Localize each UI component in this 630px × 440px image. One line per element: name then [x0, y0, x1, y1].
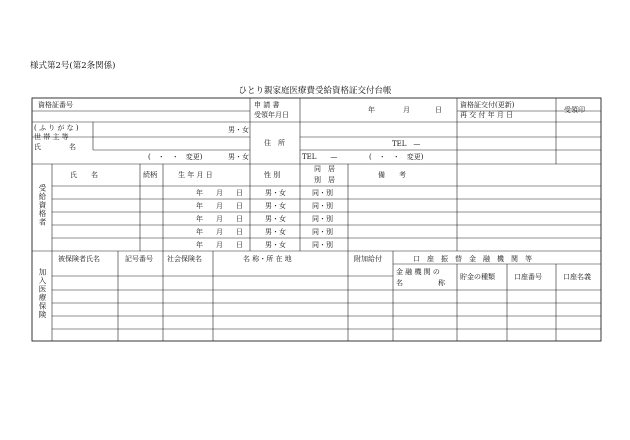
- row-3-month: 月: [216, 215, 223, 223]
- col-name-location-header: 名 称・所 在 地: [243, 255, 292, 263]
- row-1-month: 月: [216, 189, 223, 197]
- cert-number-label: 資格証番号: [38, 101, 73, 109]
- row-5-sex: 男・女: [265, 241, 286, 249]
- row-5-month: 月: [216, 241, 223, 249]
- row-3-sex: 男・女: [265, 215, 286, 223]
- row-1-year: 年: [196, 189, 203, 197]
- row-2-sex: 男・女: [265, 202, 286, 210]
- row-5-living: 同・別: [312, 241, 333, 249]
- col-symbol-header: 記号番号: [125, 255, 153, 263]
- col-bank-name-header-1: 金 融 機 関 の: [396, 268, 440, 276]
- col-relation-header: 続柄: [143, 171, 157, 179]
- issue-date-label-1: 資格証交付(更新): [460, 101, 515, 109]
- tel-change-label: ( ・ ・ 変更): [369, 153, 424, 161]
- row-4-sex: 男・女: [265, 228, 286, 236]
- row-3-living: 同・別: [312, 215, 333, 223]
- apply-date-label-1: 申 請 書: [254, 101, 280, 109]
- row-5-day: 日: [236, 241, 243, 249]
- tel-label: TEL —: [302, 153, 338, 161]
- row-4-living: 同・別: [312, 228, 333, 236]
- col-sex-header: 性 別: [264, 171, 281, 179]
- col-deposit-type-header: 貯金の種類: [460, 273, 495, 281]
- address-label: 住 所: [264, 139, 285, 147]
- col-birthdate-header: 生 年 月 日: [178, 171, 213, 179]
- col-additional-header: 附加給付: [354, 255, 382, 263]
- row-5-year: 年: [196, 241, 203, 249]
- col-account-transfer-header: 口 座 振 替 金 融 機 関 等: [413, 255, 532, 263]
- row-4-year: 年: [196, 228, 203, 236]
- row-1-sex: 男・女: [265, 189, 286, 197]
- col-insured-header: 被保険者氏名: [58, 255, 100, 263]
- col-account-number-header: 口座番号: [514, 273, 542, 281]
- row-4-day: 日: [236, 228, 243, 236]
- address-tel-label: TEL —: [392, 140, 421, 148]
- row-1-living: 同・別: [312, 189, 333, 197]
- col-bank-name-header-2: 名 称: [396, 279, 445, 287]
- qualified-persons-label: 受給資格者: [38, 184, 47, 227]
- row-1-day: 日: [236, 189, 243, 197]
- apply-day-label: 日: [435, 106, 442, 114]
- issue-date-label-2: 再 交 付 年 月 日: [460, 111, 514, 119]
- row-3-year: 年: [196, 215, 203, 223]
- row-3-day: 日: [236, 215, 243, 223]
- col-name-header: 氏 名: [70, 171, 98, 179]
- row-4-month: 月: [216, 228, 223, 236]
- row-2-living: 同・別: [312, 202, 333, 210]
- apply-month-label: 月: [403, 106, 410, 114]
- col-remarks-header: 備 考: [378, 171, 406, 179]
- head-change-label: ( ・ ・ 変更): [148, 153, 203, 161]
- form-label: 様式第2号(第2条関係): [30, 61, 116, 71]
- row-2-month: 月: [216, 202, 223, 210]
- receipt-seal-label: 受領印: [564, 106, 585, 114]
- furigana-label: ( ふ り が な ): [34, 124, 79, 132]
- apply-year-label: 年: [368, 106, 375, 114]
- household-name-label: 氏 名: [34, 143, 76, 151]
- row-2-day: 日: [236, 202, 243, 210]
- col-social-header: 社会保険名: [167, 255, 202, 263]
- apply-date-label-2: 受領年月日: [254, 111, 289, 119]
- document-title: ひとり親家庭医療費受給資格証交付台帳: [238, 86, 392, 96]
- household-head-label: 世 帯 主 等: [34, 133, 69, 141]
- head-sex-label-2: 男・女: [228, 153, 249, 161]
- row-2-year: 年: [196, 202, 203, 210]
- col-living-header-2: 別 居: [314, 176, 335, 184]
- insurance-section-label: 加入医療保険: [38, 268, 47, 319]
- col-account-holder-header: 口座名義: [563, 273, 591, 281]
- col-living-header-1: 同 居: [314, 165, 335, 173]
- head-sex-label: 男・女: [228, 126, 249, 134]
